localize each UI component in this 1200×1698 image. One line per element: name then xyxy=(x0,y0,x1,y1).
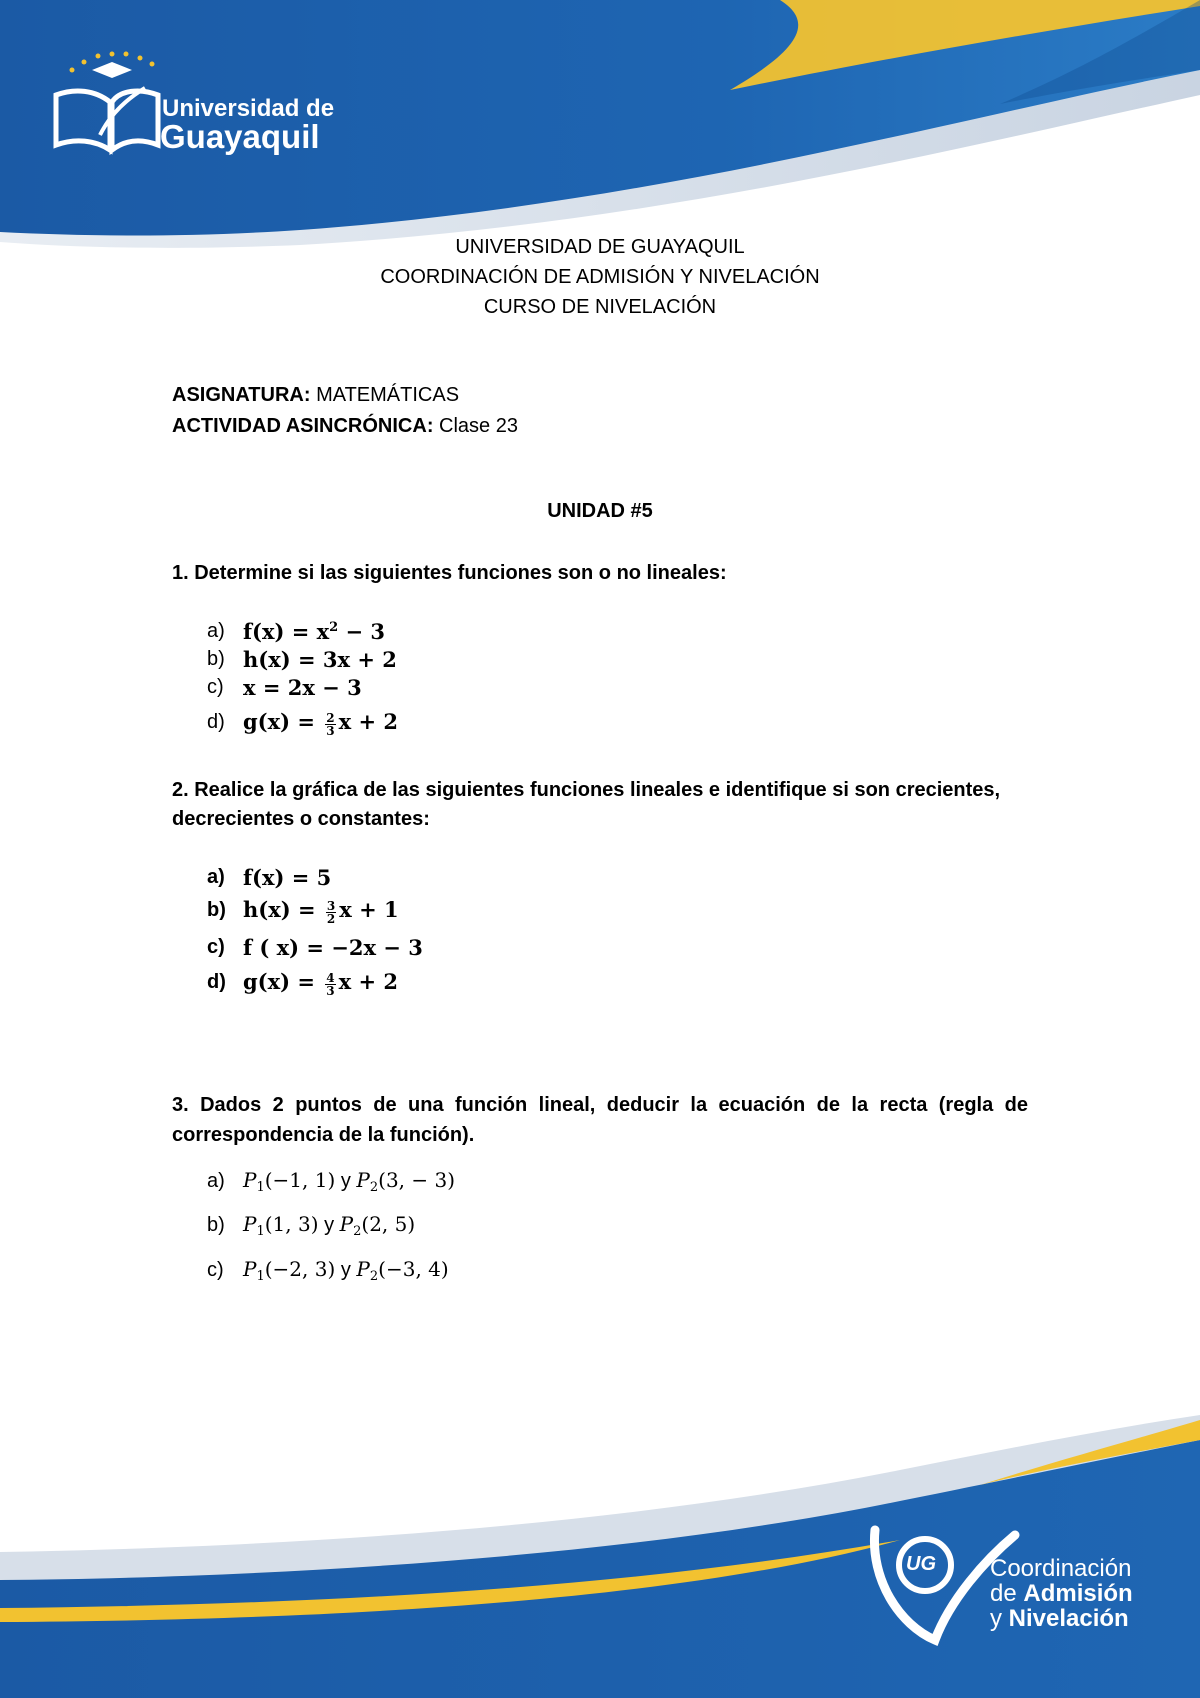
item-label: c) xyxy=(207,1258,224,1281)
fraction: $\frac{3}{2}$ xyxy=(326,898,336,926)
expression: g(x) = $\frac{4}{3}$ x + 2 xyxy=(243,968,399,998)
item-label: d) xyxy=(207,710,225,733)
fraction: $\frac{4}{3}$ xyxy=(326,970,335,998)
title-line-2: COORDINACIÓN DE ADMISIÓN Y NIVELACIÓN xyxy=(380,266,820,288)
activity-value: Clase 23 xyxy=(433,415,518,437)
subject-label: ASIGNATURA: xyxy=(172,384,311,406)
expression: f ( x) = −2x − 3 xyxy=(243,934,423,960)
title-line-3: CURSO DE NIVELACIÓN xyxy=(483,296,717,318)
expression: f(x) = 5 xyxy=(243,864,332,890)
expression: $P_1(1$, 3) y $P_2(2$, 5) xyxy=(243,1211,416,1239)
fraction: $\frac{2}{3}$ xyxy=(326,710,335,738)
expression: g(x) = $\frac{2}{3}$ x + 2 xyxy=(243,708,399,738)
footer-line3: y Nivelación xyxy=(990,1605,1129,1632)
expression: h(x) = 3x + 2 xyxy=(243,646,397,672)
logo-line1: Universidad de xyxy=(162,95,335,122)
question-2: 2. Realice la gráfica de las siguientes funciones lineales e identifique si son crecientes, decrecientes o constantes: xyxy=(172,779,1001,830)
expression: $P_1(-1$, 1) y $P_2(3$, − 3) xyxy=(243,1167,456,1195)
item-label: b) xyxy=(207,898,226,921)
item-label: b) xyxy=(207,1213,225,1236)
subject-value: MATEMÁTICAS xyxy=(310,384,460,406)
expression: $P_1(-2$, 3) y $P_2(-3$, 4) xyxy=(243,1256,449,1284)
item-label: a) xyxy=(207,1169,225,1192)
question-1: 1. Determine si las siguientes funciones son o no lineales: xyxy=(172,562,727,584)
footer-emblem-text: UG xyxy=(906,1553,936,1575)
footer-line2: de Admisión xyxy=(990,1580,1133,1607)
footer-line1: Coordinación xyxy=(990,1555,1132,1582)
item-label: a) xyxy=(207,619,225,642)
expression: h(x) = $\frac{3}{2}$ x + 1 xyxy=(243,896,399,926)
item-label: c) xyxy=(207,675,224,698)
item-label: a) xyxy=(207,865,225,888)
logo-line2: Guayaquil xyxy=(160,118,320,155)
question-3: 3. Dados 2 puntos de una función lineal, deducir la ecuación de la recta (regla de correspondencia de la función). xyxy=(172,1094,1028,1146)
expression: $f(x) = x^2 - 3$ xyxy=(243,618,386,644)
item-label: c) xyxy=(207,935,225,958)
expression: x = 2x − 3 xyxy=(243,674,362,700)
title-line-1: UNIVERSIDAD DE GUAYAQUIL xyxy=(455,236,745,258)
unit-heading: UNIDAD #5 xyxy=(547,500,653,522)
item-label: b) xyxy=(207,647,225,670)
activity-label: ACTIVIDAD ASINCRÓNICA: xyxy=(172,415,434,437)
item-label: d) xyxy=(207,970,226,993)
